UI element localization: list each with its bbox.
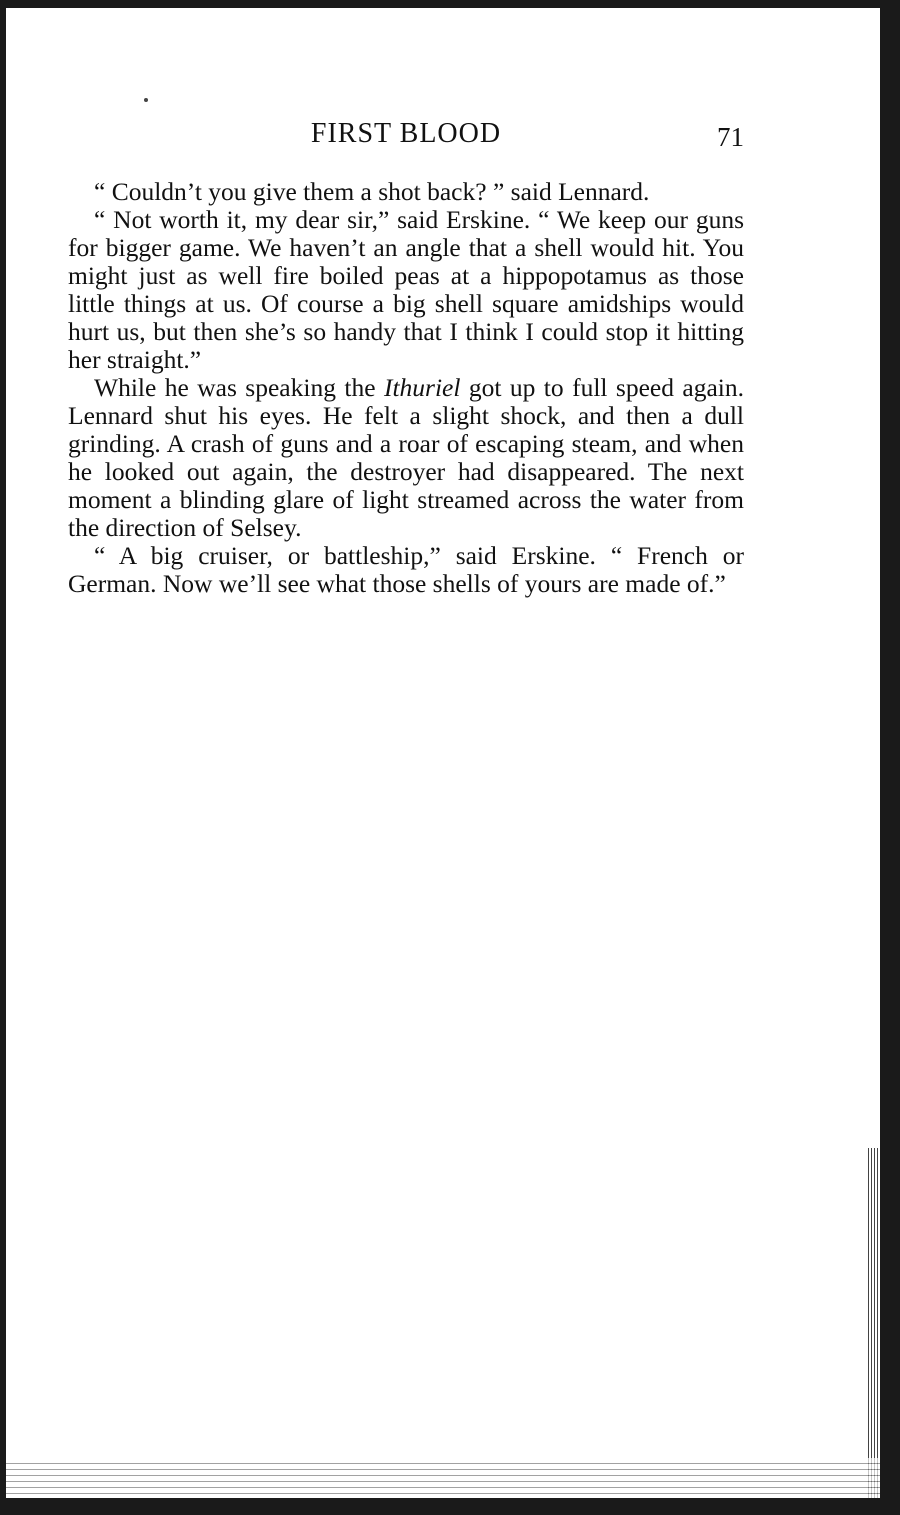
ink-speck	[144, 98, 148, 102]
page-edge-bottom	[6, 1458, 880, 1498]
paragraph-text: While he was speaking the	[94, 373, 384, 402]
page-header	[68, 118, 744, 158]
ship-name-italic: Ithuriel	[383, 373, 461, 402]
page-edge-right	[866, 1148, 880, 1498]
paragraph-text: “ Not worth it, my dear sir,” said Erskine. “ We keep our guns for bigger game. We haven’t an angle that a shell would hit. You might just as well fire boiled peas at a hippopotamus as those little things at us. Of course a big shell square amidships would hurt us, but then she’s so handy that I think I could stop it hitting her straight.”	[68, 205, 744, 374]
running-title: FIRST BLOOD	[310, 118, 502, 149]
paragraph	[68, 542, 744, 598]
paragraph	[68, 374, 744, 542]
paragraph	[68, 178, 744, 206]
paragraph-text: “ Couldn’t you give them a shot back? ” said Lennard.	[94, 177, 650, 206]
paragraph-text: “ A big cruiser, or battleship,” said Erskine. “ French or German. Now we’ll see what those shells of yours are made of.”	[68, 541, 744, 598]
book-page	[6, 8, 880, 1498]
paragraph	[68, 206, 744, 374]
paragraph-text: got up to full speed again. Lennard shut his eyes. He felt a slight shock, and then a dull grinding. A crash of guns and a roar of escaping steam, and when he looked out again, the destroyer had disappeared. The next moment a blinding glare of light streamed across the water from the direction of Selsey.	[68, 373, 744, 542]
page-number: 71	[717, 122, 744, 152]
body-text	[68, 178, 744, 598]
